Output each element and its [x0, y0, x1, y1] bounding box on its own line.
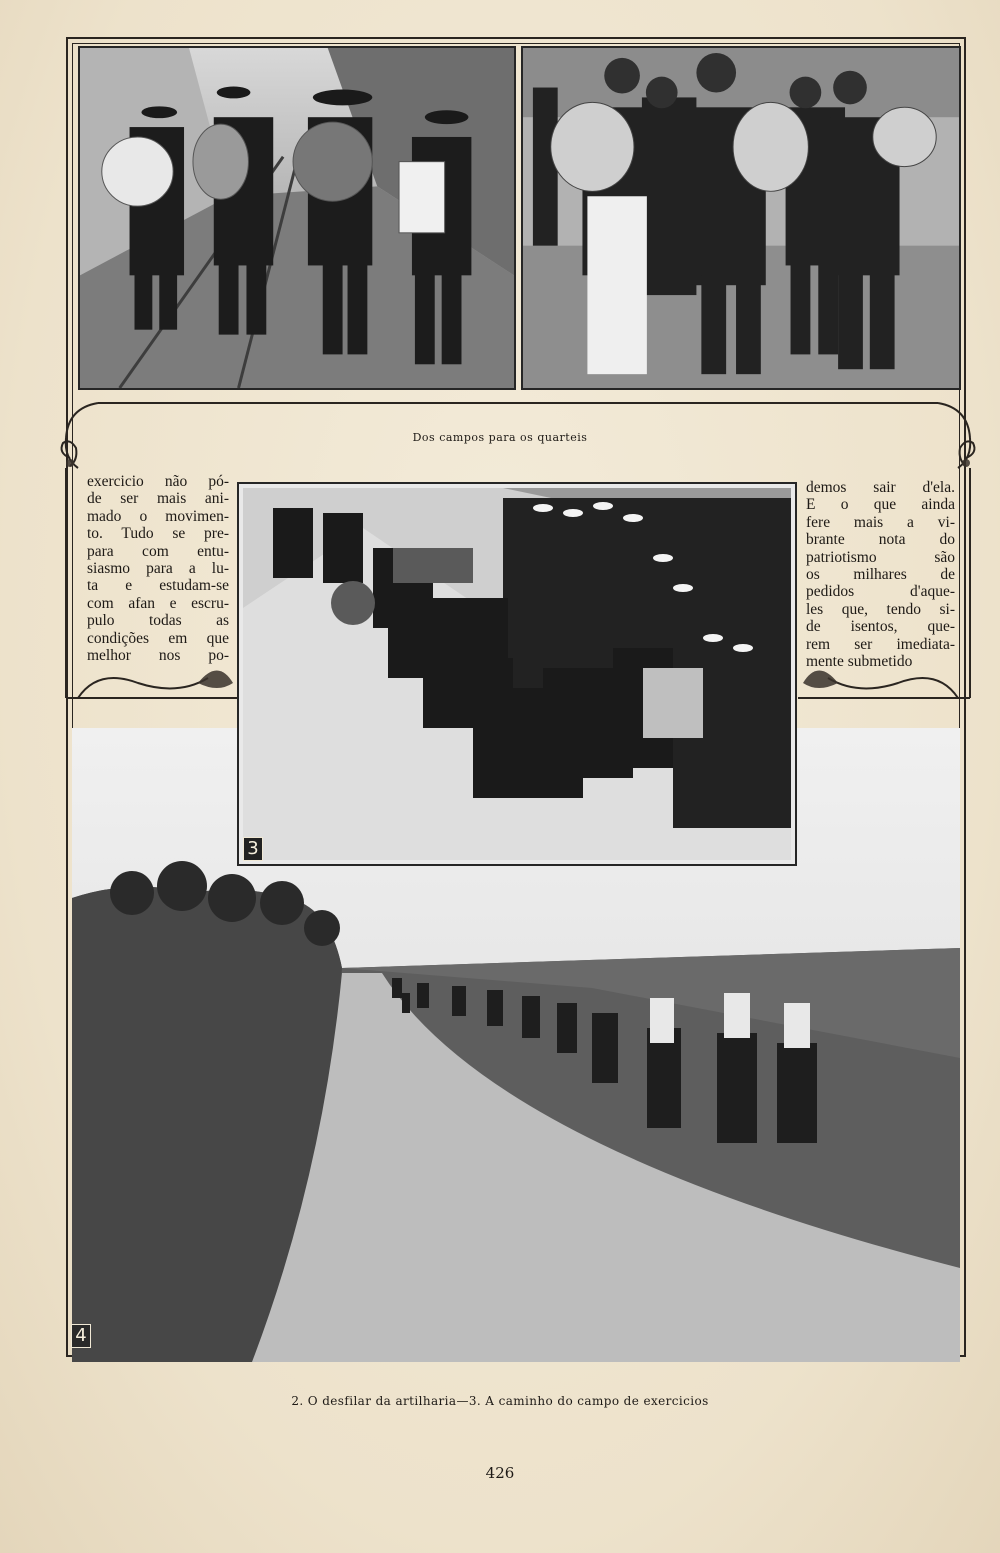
text-line: patriotismo são — [806, 548, 955, 566]
photo-artillery-parade — [239, 484, 795, 864]
text-line: demos sair d'ela. — [806, 479, 955, 496]
caption-top: Dos campos para os quarteis — [412, 431, 588, 444]
text-line: les que, tendo si- — [806, 600, 955, 618]
text-line: melhor nos po- — [87, 647, 229, 665]
photo-men-standing — [521, 46, 961, 390]
text-line: de isentos, que- — [806, 618, 955, 636]
text-line: siasmo para a lu- — [87, 560, 229, 578]
page-number: 426 — [485, 1464, 515, 1482]
text-line: mado o movimen- — [87, 507, 229, 525]
caption-bottom: 2. O desfilar da artilharia—3. A caminho do campo de exercicios — [291, 1394, 709, 1408]
text-line: fere mais a vi- — [806, 513, 955, 531]
text-line: condições em que — [87, 629, 229, 647]
photo-number-3: 3 — [243, 837, 263, 861]
text-column-right — [806, 479, 955, 670]
text-line: rem ser imediata- — [806, 635, 955, 653]
text-line: pedidos d'aque- — [806, 583, 955, 601]
text-line: com afan e escru- — [87, 594, 229, 612]
text-column-left — [87, 473, 229, 664]
text-line: to. Tudo se pre- — [87, 525, 229, 543]
text-line: de ser mais ani- — [87, 490, 229, 508]
text-line: para com entu- — [87, 542, 229, 560]
text-line: pulo todas as — [87, 612, 229, 630]
text-line: os milhares de — [806, 566, 955, 584]
text-line: mente submetido — [806, 653, 913, 671]
text-line: exercicio não pó- — [87, 473, 229, 490]
text-line: E o que ainda — [806, 496, 955, 514]
photo-number-4: 4 — [71, 1324, 91, 1348]
text-line: brante nota do — [806, 531, 955, 549]
text-line: ta e estudam-se — [87, 577, 229, 595]
photo-men-walking — [78, 46, 516, 390]
